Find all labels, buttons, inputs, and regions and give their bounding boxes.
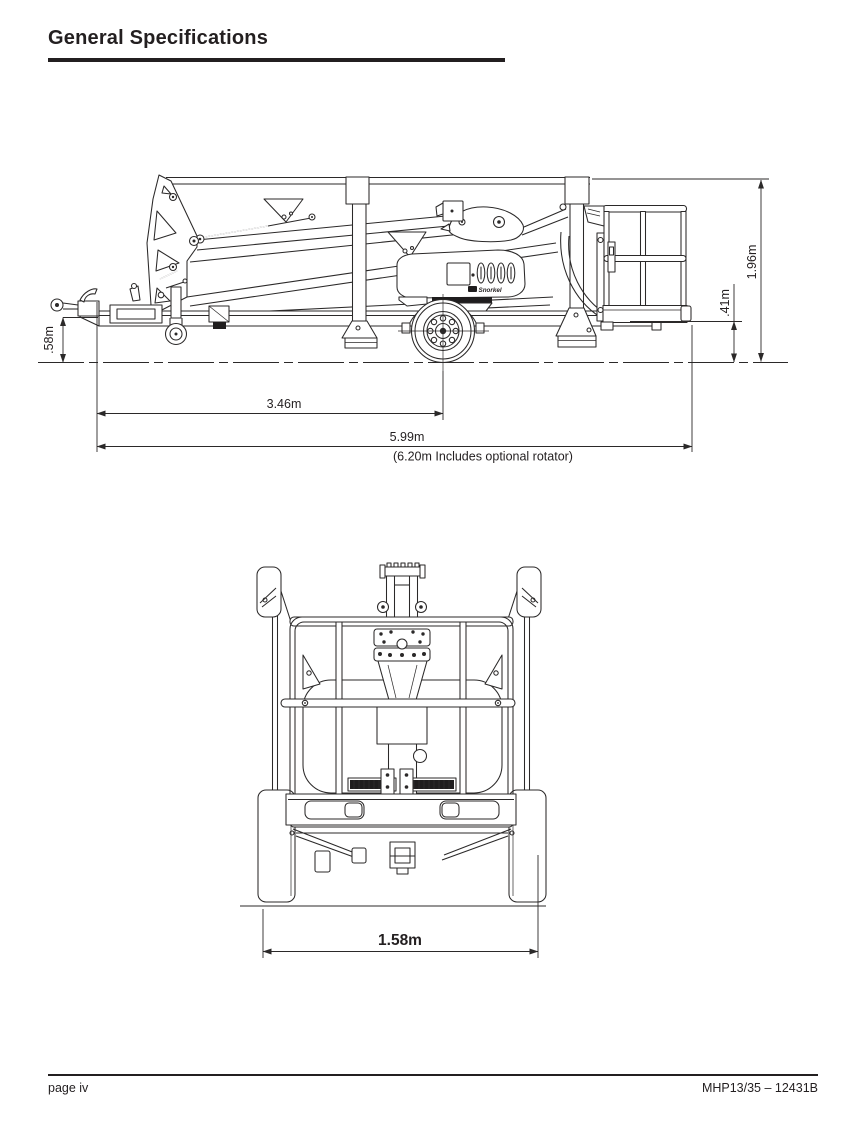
dim-label-hitch-to-axle: 3.46m — [266, 397, 302, 411]
cage-mid-rail — [281, 699, 515, 707]
page-title: General Specifications — [48, 27, 269, 49]
brand-logo-text: Snorkel — [478, 287, 502, 294]
side-view-drawing — [30, 150, 810, 480]
dim-label-overall-height: 1.96m — [745, 244, 759, 280]
dim-overall-length — [97, 325, 692, 464]
pennant-flags — [264, 199, 426, 257]
footer-page-number: page iv — [48, 1081, 89, 1095]
front-view-drawing — [230, 545, 560, 975]
suspension-hitch — [290, 829, 514, 874]
footer-rule — [48, 1074, 818, 1076]
dim-label-overall-length: 5.99m — [389, 430, 425, 444]
boom-tip-front — [378, 563, 427, 617]
front-chassis-beam — [286, 794, 516, 825]
dim-label-platform-floor: .41m — [718, 289, 732, 317]
title-underline — [48, 58, 505, 62]
platform-basket — [584, 206, 691, 331]
dim-label-length-note: (6.20m Includes optional rotator) — [393, 449, 573, 464]
dim-label-overall-width: 1.58m — [378, 932, 422, 949]
dim-label-hitch-height: .58m — [42, 326, 56, 354]
dim-hitch-height — [42, 318, 98, 363]
boom-top-rail — [166, 178, 590, 185]
footer-doc-number: MHP13/35 – 12431B — [701, 1081, 818, 1095]
engine-cover — [397, 250, 525, 311]
